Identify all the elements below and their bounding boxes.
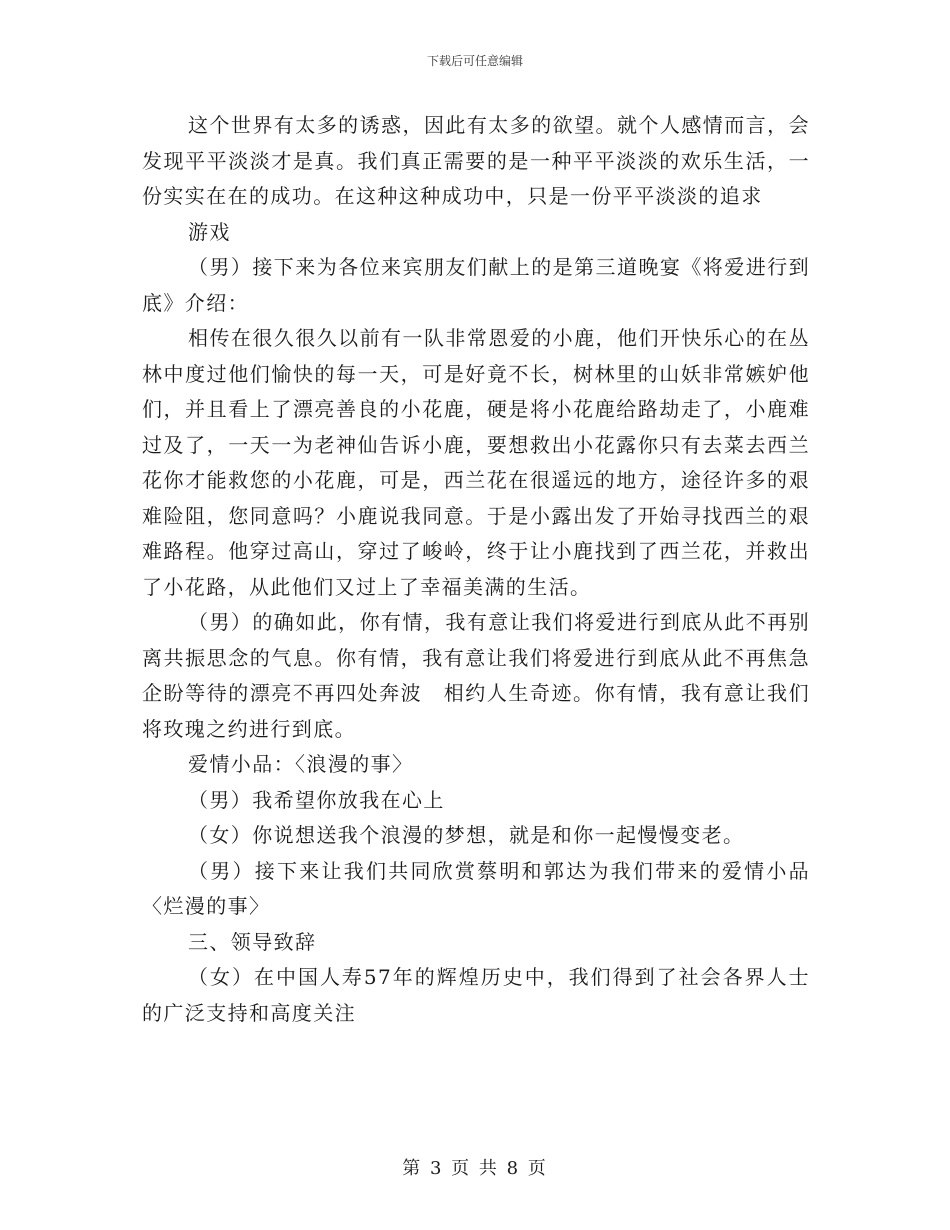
- section-heading-leader-speech: 三、领导致辞: [188, 929, 317, 954]
- page-number-footer: 第 3 页 共 8 页: [402, 1158, 548, 1179]
- page-header: 下载后可任意编辑: [426, 54, 523, 68]
- paragraph-china-life: （女）在中国人寿57年的辉煌历史中，我们得到了社会各界人士的广泛支持和高度关注: [142, 965, 810, 1025]
- paragraph-skit-title: 爱情小品：〈浪漫的事〉: [188, 752, 414, 776]
- paragraph-temptation: 这个世界有太多的诱惑，因此有太多的欲望。就个人感情而言，会发现平平淡淡才是真。我们真正需要的是一种平平淡淡的欢乐生活，一份实实在在的成功。在这种这种成功中，只是一份平平淡淡的追求: [142, 113, 810, 208]
- paragraph-third-dish-intro: （男）接下来为各位来宾朋友们献上的是第三道晚宴《将爱进行到底》介绍：: [142, 255, 810, 315]
- paragraph-female-line: （女）你说想送我个浪漫的梦想，就是和你一起慢慢变老。: [188, 823, 745, 847]
- paragraph-deer-story: 相传在很久很久以前有一队非常恩爱的小鹿，他们开快乐心的在丛林中度过他们愉快的每一天，可是好竟不长，树林里的山妖非常嫉妒他们，并且看上了漂亮善良的小花鹿，硬是将小花鹿给路劫走了，小鹿难过及了，一天一为老神仙告诉小鹿，要想救出小花露你只有去菜去西兰花你才能救您的小花鹿，可是，西兰花在很遥远的地方，途径许多的艰难险阻，您同意吗？小鹿说我同意。于是小露出发了开始寻找西兰的艰难路程。他穿过高山，穿过了峻岭，终于让小鹿找到了西兰花，并救出了小花路，从此他们又过上了幸福美满的生活。: [142, 326, 810, 599]
- paragraph-game-heading: 游戏: [188, 219, 231, 244]
- paragraph-male-line: （男）我希望你放我在心上: [188, 787, 445, 812]
- paragraph-love-forever: （男）的确如此，你有情，我有意让我们将爱进行到底从此不再别离共振思念的气息。你有情，我有意让我们将爱进行到底从此不再焦急企盼等待的漂亮不再四处奔波 相约人生奇迹。你有情，我有意让我们将玫瑰之约进行到底。: [142, 610, 810, 741]
- paragraph-skit-intro: （男）接下来让我们共同欣赏蔡明和郭达为我们带来的爱情小品〈烂漫的事〉: [142, 858, 810, 918]
- document-body: [142, 108, 810, 1031]
